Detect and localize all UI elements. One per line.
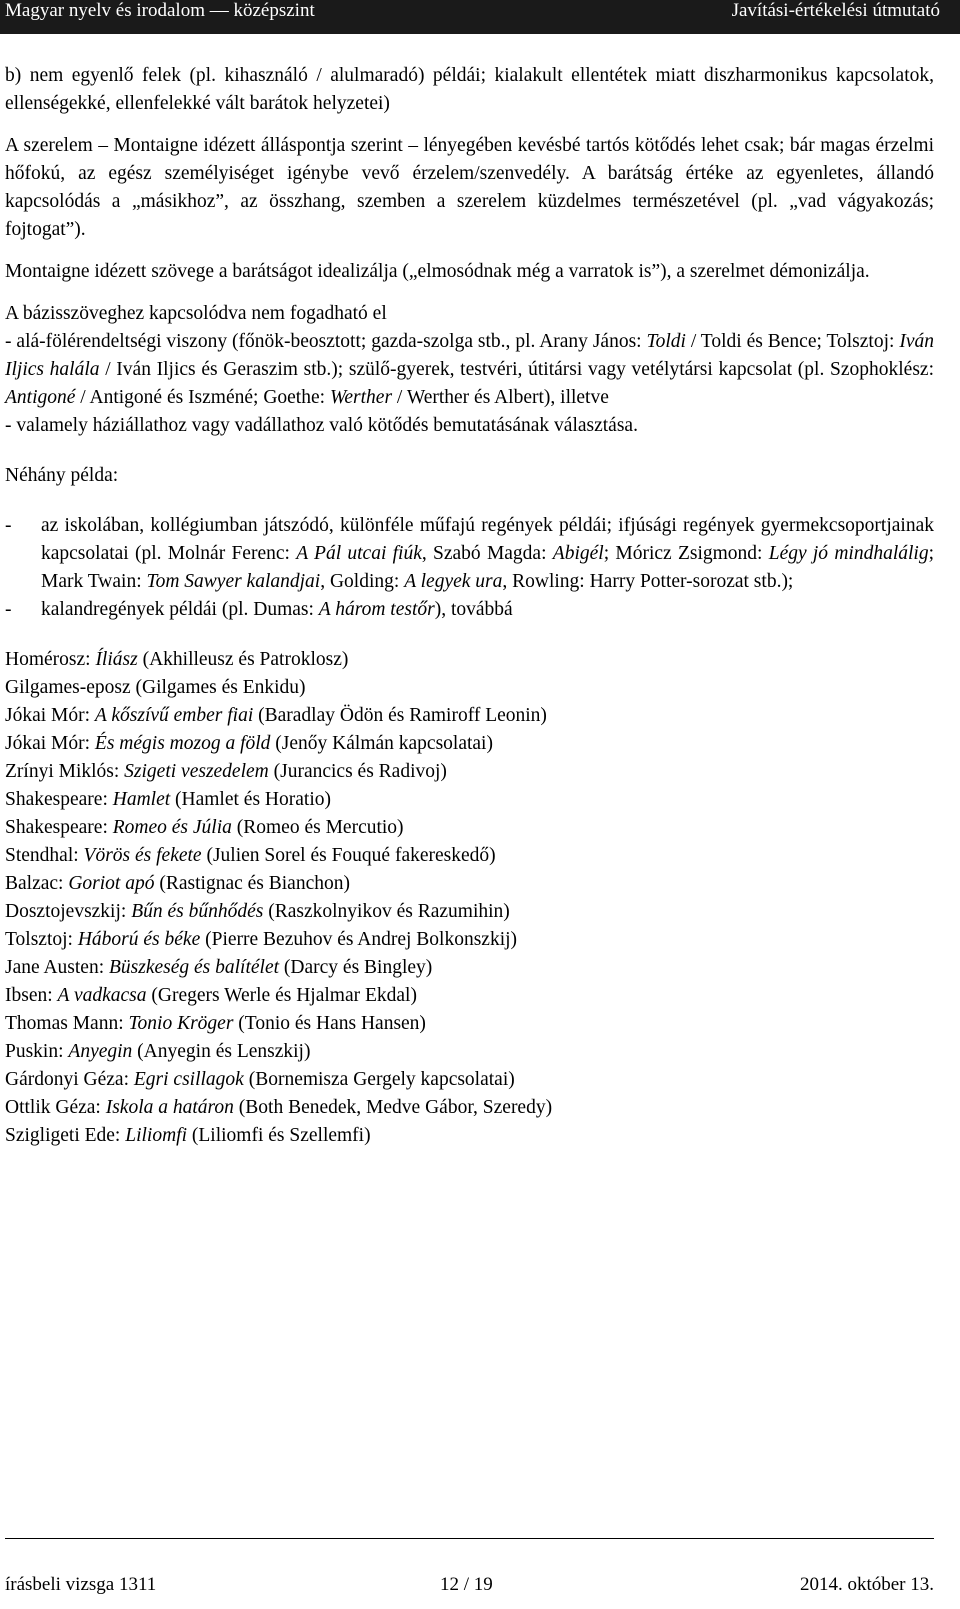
work-item: Zrínyi Miklós: Szigeti veszedelem (Jurancics és Radivoj) <box>5 761 447 782</box>
document-body <box>5 62 934 1150</box>
work-item: Homérosz: Íliász (Akhilleusz és Patroklosz) <box>5 649 349 670</box>
work-item: Jókai Mór: A kőszívű ember fiai (Baradlay Ödön és Ramiroff Leonin) <box>5 705 547 726</box>
work-item: Gilgames-eposz (Gilgames és Enkidu) <box>5 677 306 698</box>
work-item: Shakespeare: Romeo és Júlia (Romeo és Mercutio) <box>5 817 404 838</box>
work-item: Stendhal: Vörös és fekete (Julien Sorel és Fouqué fakereskedő) <box>5 845 496 866</box>
work-item: Jókai Mór: És mégis mozog a föld (Jenőy Kálmán kapcsolatai) <box>5 733 493 754</box>
footer-page-number: 12 / 19 <box>440 1574 493 1595</box>
work-item: Shakespeare: Hamlet (Hamlet és Horatio) <box>5 789 331 810</box>
work-item: Gárdonyi Géza: Egri csillagok (Bornemisza Gergely kapcsolatai) <box>5 1069 515 1090</box>
paragraph-love-vs-friendship: A szerelem – Montaigne idézett álláspontja szerint – lényegében kevésbé tartós kötődés lehet csak; bár magas érzelmi hőfokú, az egész személyiséget igénybe vevő érzelem/szenvedély. A barátság értéke az egyenletes, állandó kapcsolódás a „másikhoz”, az összhang, szemben a szerelem küzdelmes természetével (pl. „vad vágyakozás; fojtogat”). <box>5 135 934 240</box>
footer-divider <box>5 1538 934 1539</box>
work-item: Dosztojevszkij: Bűn és bűnhődés (Raszkolnyikov és Razumihin) <box>5 901 510 922</box>
work-item: Jane Austen: Büszkeség és balítélet (Darcy és Bingley) <box>5 957 433 978</box>
example-item-adventure: - kalandregények példái (pl. Dumas: A három testőr), továbbá <box>5 599 513 620</box>
work-item: Tolsztoj: Háború és béke (Pierre Bezuhov és Andrej Bolkonszkij) <box>5 929 518 950</box>
work-item: Ibsen: A vadkacsa (Gregers Werle és Hjalmar Ekdal) <box>5 985 417 1006</box>
page-header <box>0 0 960 34</box>
header-doc-type: Javítási-értékelési útmutató <box>731 0 940 21</box>
work-item: Balzac: Goriot apó (Rastignac és Bianchon) <box>5 873 350 894</box>
not-acceptable-item-2: - valamely háziállathoz vagy vadállathoz való kötődés bemutatásának választása. <box>5 415 638 436</box>
paragraph-unequal-partners: b) nem egyenlő felek (pl. kihasználó / alulmaradó) példái; kialakult ellentétek miatt diszharmonikus kapcsolatok, ellenségekké, ellenfelekké vált barátok helyzetei) <box>5 65 934 114</box>
work-item: Thomas Mann: Tonio Kröger (Tonio és Hans Hansen) <box>5 1013 426 1034</box>
footer-exam-code: írásbeli vizsga 1311 <box>5 1574 157 1595</box>
not-acceptable-item-1: - alá-fölérendeltségi viszony (főnök-beosztott; gazda-szolga stb., pl. Arany János: Toldi / Toldi és Bence; Tolsztoj: Iván Iljics halála / Iván Iljics és Geraszim stb.); szülő-gyerek, testvéri, útitársi vagy vetélytársi kapcsolat (pl. Szophoklész: Antigoné / Antigoné és Iszméné; Goethe: Werther / Werther és Albert), illetve <box>5 331 934 408</box>
footer-date: 2014. október 13. <box>799 1574 934 1595</box>
example-item-school: - az iskolában, kollégiumban játszódó, különféle műfajú regények példái; ifjúsági regények gyermekcsoportjainak kapcsolatai (pl. Molnár Ferenc: A Pál utcai fiúk, Szabó Magda: Abigél; Móricz Zsigmond: Légy jó mindhalálig; Mark Twain: Tom Sawyer kalandjai, Golding: A legyek ura, Rowling: Harry Potter-sorozat stb.); <box>5 515 934 592</box>
work-item: Ottlik Géza: Iskola a határon (Both Benedek, Medve Gábor, Szeredy) <box>5 1097 553 1118</box>
header-subject: Magyar nyelv és irodalom — középszint <box>5 0 315 21</box>
work-item: Szigligeti Ede: Liliomfi (Liliomfi és Szellemfi) <box>5 1125 371 1146</box>
works-list <box>5 646 934 1150</box>
not-acceptable-title: A bázisszöveghez kapcsolódva nem fogadható el <box>5 303 387 324</box>
work-item: Puskin: Anyegin (Anyegin és Lenszkij) <box>5 1041 311 1062</box>
examples-title: Néhány példa: <box>5 465 119 486</box>
paragraph-idealization: Montaigne idézett szövege a barátságot idealizálja („elmosódnak még a varratok is”), a szerelmet démonizálja. <box>5 261 870 282</box>
